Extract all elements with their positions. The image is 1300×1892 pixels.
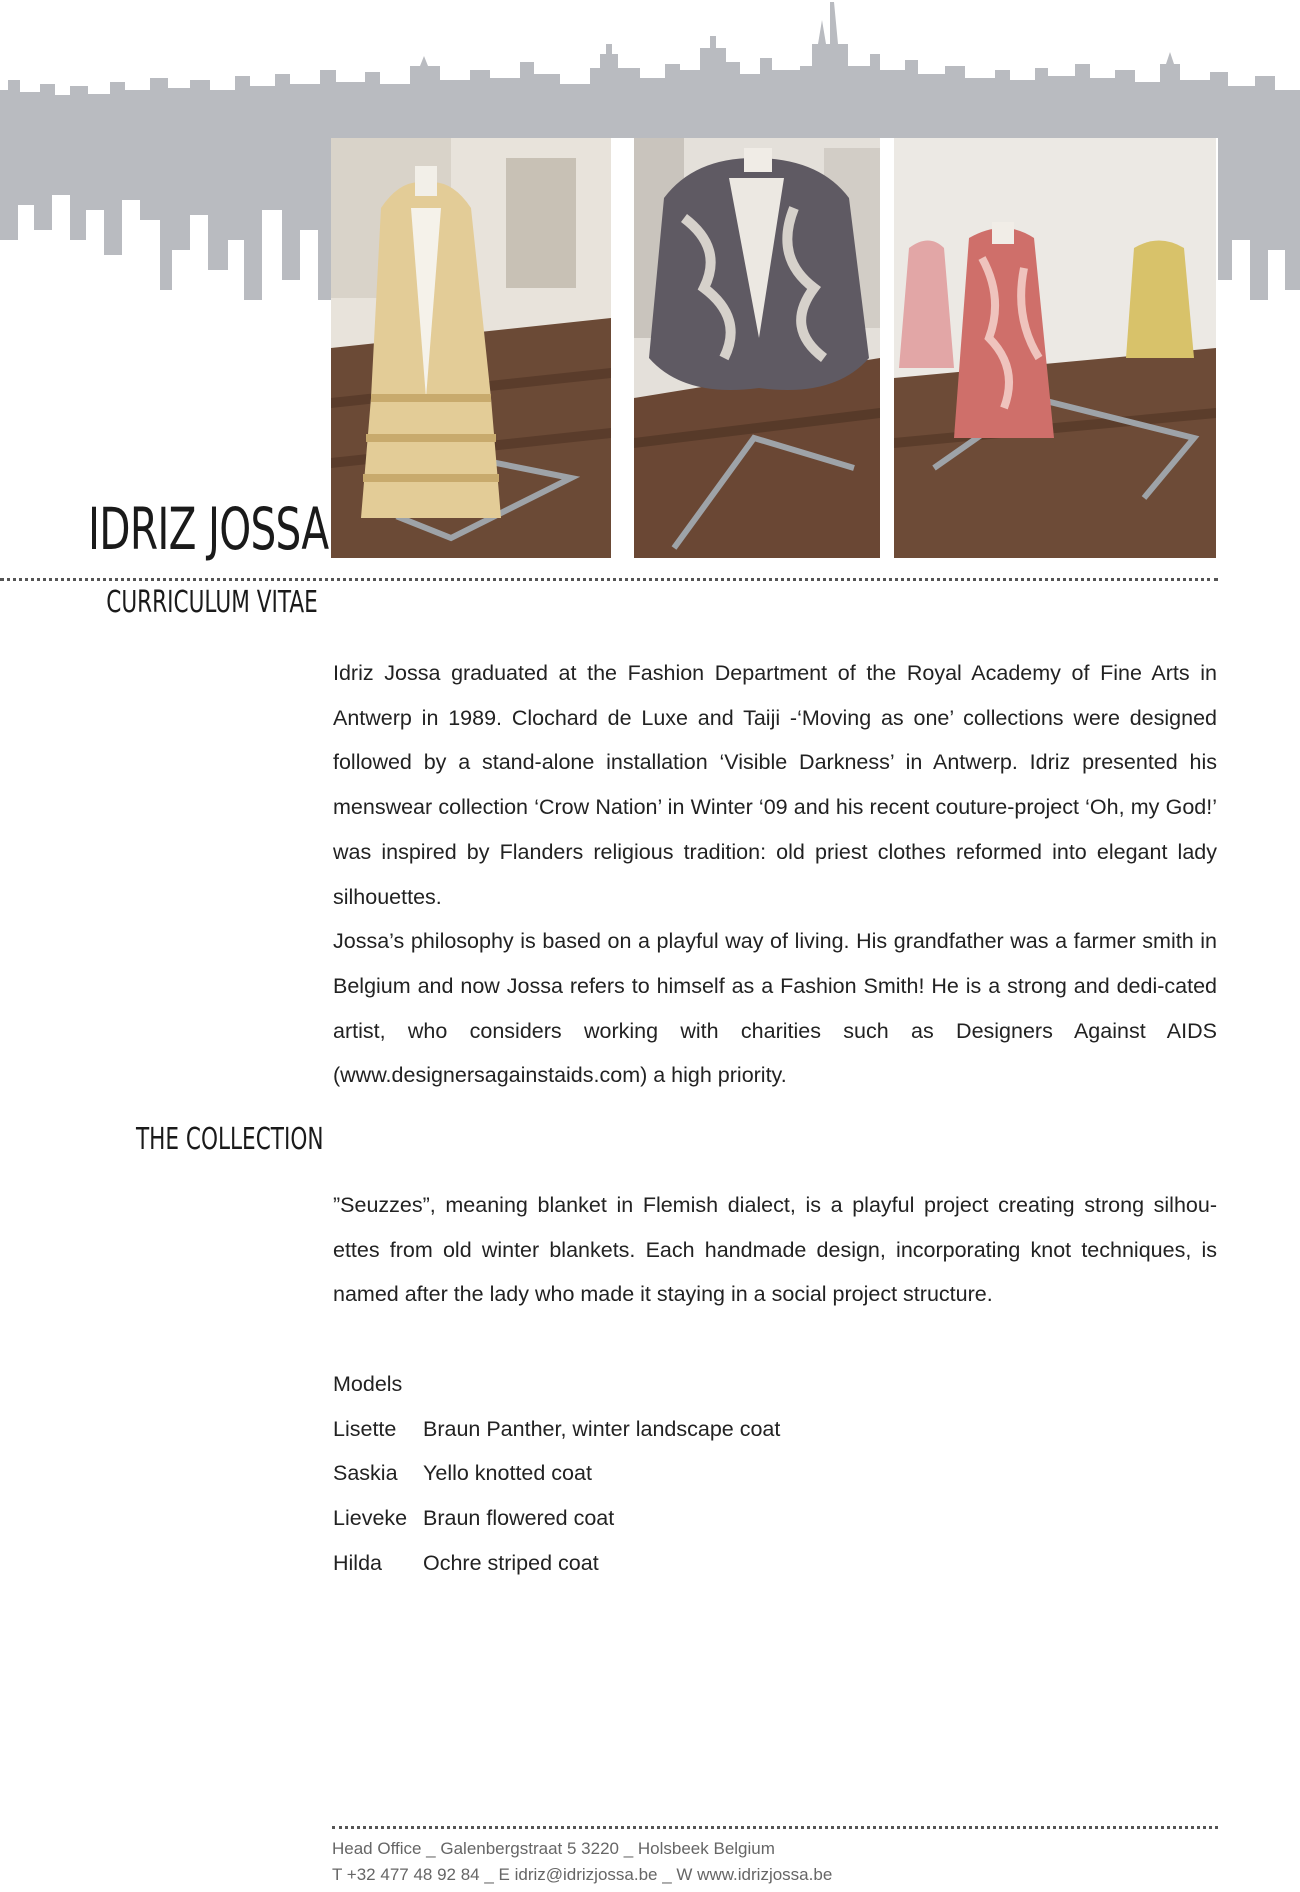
cv-paragraph: Jossa’s philosophy is based on a playful way of living. His grandfather was a farmer smith in Belgium and now Jossa refers to himself as a Fashion Smith! He is a strong and dedi-cated artist, who considers working with charities such as Designers Against AIDS (www.designersagainstaids.com) a high priority. [333, 929, 1217, 1088]
footer [332, 1836, 832, 1888]
collection-paragraph: ”Seuzzes”, meaning blanket in Flemish dialect, is a playful project creating strong silhou-ettes from old winter blankets. Each handmade design, incorporating knot techniques, is named after the lady who made it staying in a social project structure. [333, 1193, 1217, 1307]
model-row [333, 1496, 780, 1541]
collection-heading: THE COLLECTION [135, 1122, 323, 1157]
models-heading: Models [333, 1372, 403, 1396]
cv-paragraph: Idriz Jossa graduated at the Fashion Department of the Royal Academy of Fine Arts in Antwerp in 1989. Clochard de Luxe and Taiji -‘Moving as one’ collections were designed followed by a stand-alone installation ‘Visible Darkness’ in Antwerp. Idriz presented his menswear collection ‘Crow Nation’ in Winter ‘09 and his recent couture-project ‘Oh, my God!’ was inspired by Flanders religious tradition: old priest clothes reformed into elegant lady silhouettes. [333, 661, 1217, 909]
model-name: Hilda [333, 1550, 382, 1575]
model-description: Braun Panther, winter landscape coat [423, 1416, 781, 1441]
model-name: Lisette [333, 1416, 397, 1441]
cv-text [333, 651, 1217, 1098]
yellow-coat-photo [331, 138, 611, 558]
model-name: Lieveke [333, 1506, 408, 1531]
pink-coats-photo [894, 138, 1216, 558]
model-description: Braun flowered coat [423, 1506, 615, 1531]
footer-address: Head Office _ Galenbergstraat 5 3220 _ Holsbeek Belgium [332, 1839, 775, 1858]
blanket-cape-photo [634, 138, 880, 558]
dotted-divider-top [0, 578, 1218, 581]
model-description: Ochre striped coat [423, 1550, 599, 1575]
page-title: IDRIZ JOSSA [88, 495, 329, 563]
models-list [333, 1362, 780, 1586]
model-name: Saskia [333, 1461, 398, 1486]
model-description: Yello knotted coat [423, 1461, 592, 1486]
model-row [333, 1407, 780, 1452]
footer-contact: T +32 477 48 92 84 _ E idriz@idrizjossa.be _ W www.idrizjossa.be [332, 1865, 833, 1884]
collection-text [333, 1183, 1217, 1317]
model-row [333, 1541, 780, 1586]
model-row [333, 1451, 780, 1496]
cv-heading: CURRICULUM VITAE [106, 585, 318, 620]
dotted-divider-bottom [332, 1826, 1218, 1829]
